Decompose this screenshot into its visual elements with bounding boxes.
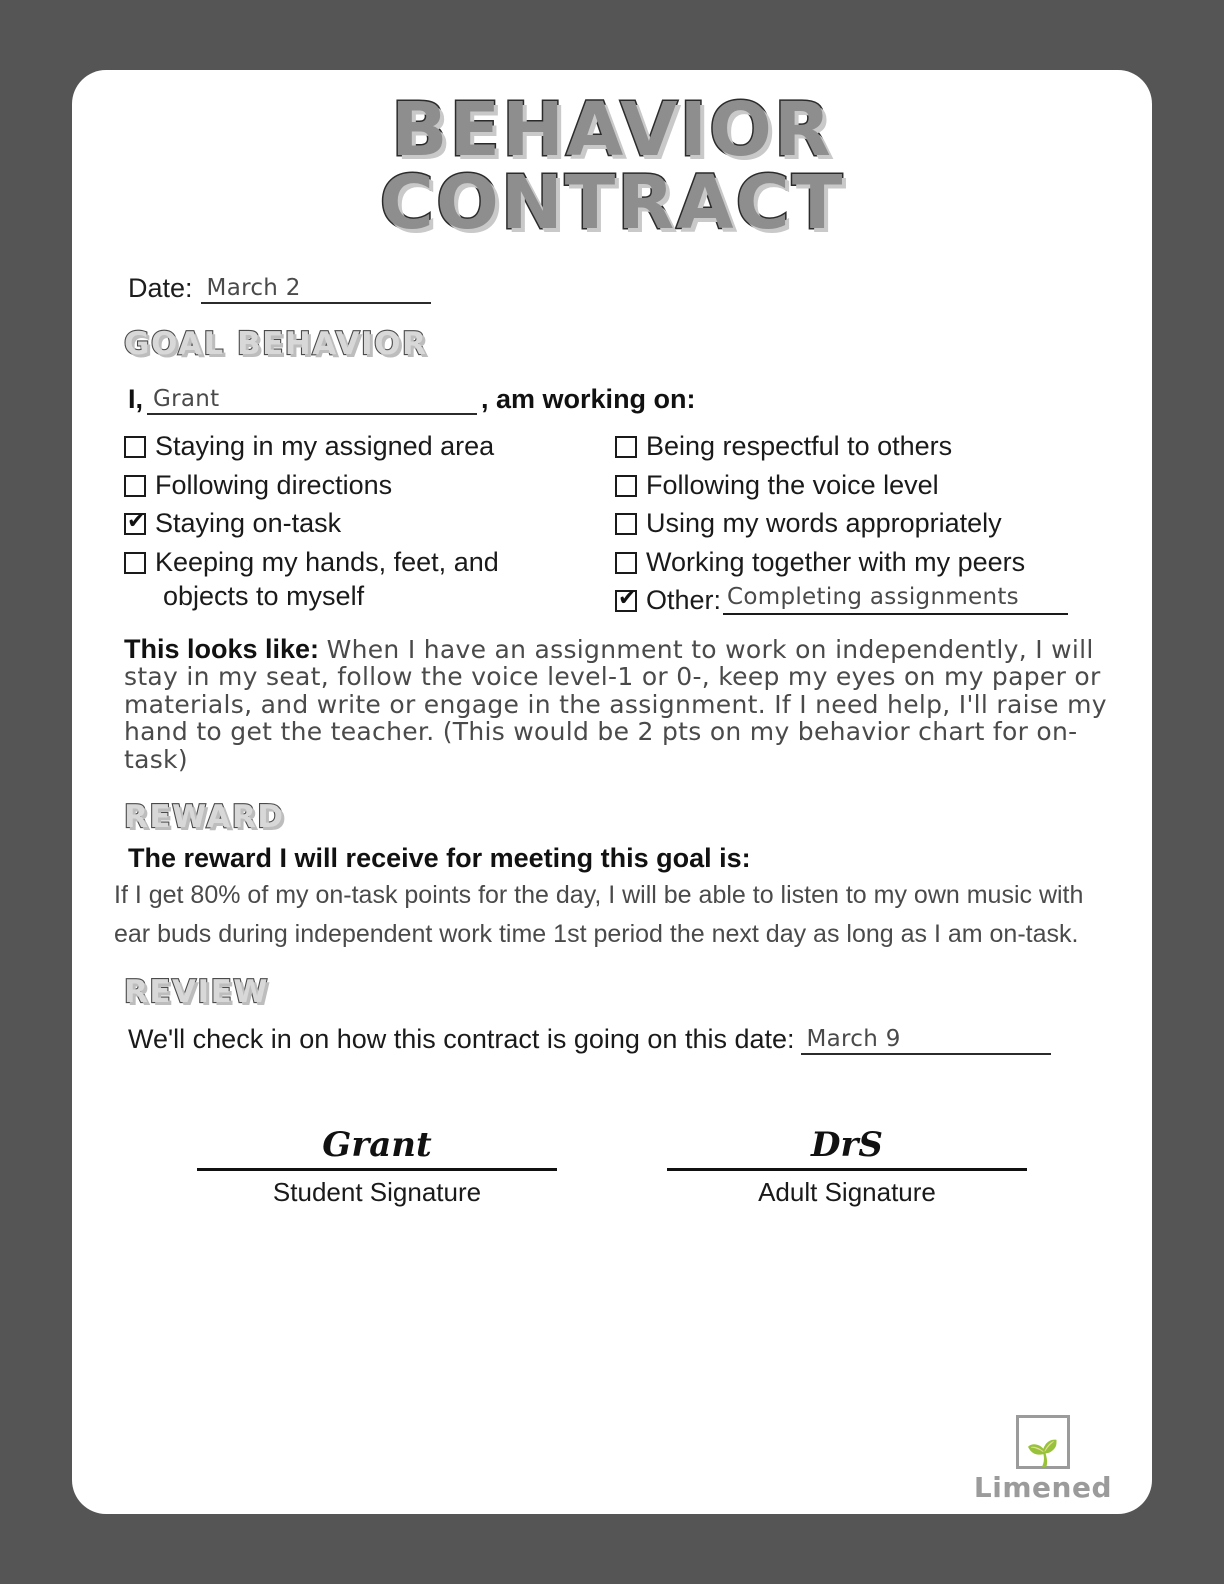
student-signature-value[interactable]: Grant <box>322 1124 432 1165</box>
goal-option-label: Following the voice level <box>646 469 939 500</box>
review-prompt: We'll check in on how this contract is going on this date: <box>128 1023 795 1054</box>
reward-heading: REWARD <box>124 799 285 836</box>
checkbox-respectful[interactable] <box>615 436 637 458</box>
student-name-field[interactable]: Grant <box>147 386 477 415</box>
student-name-row <box>128 384 1122 415</box>
goal-option-label: Keeping my hands, feet, and <box>155 546 499 577</box>
goal-option-voice-level[interactable] <box>615 468 1114 503</box>
goal-option-working-with-peers[interactable] <box>615 545 1114 580</box>
this-looks-like-block <box>124 633 1122 774</box>
review-row <box>128 1024 1122 1055</box>
reward-prompt: The reward I will receive for meeting this goal is: <box>128 843 751 874</box>
checkbox-working-with-peers[interactable] <box>615 552 637 574</box>
review-date-field[interactable]: March 9 <box>801 1026 1051 1055</box>
sentence-end: , am working on: <box>481 384 696 415</box>
checkbox-hands-feet-objects[interactable] <box>124 552 146 574</box>
student-signature-block <box>187 1125 567 1208</box>
goal-option-label: Working together with my peers <box>646 546 1026 577</box>
goal-option-label-wrapper <box>155 545 499 614</box>
plant-in-frame-icon: 🌱 <box>1016 1415 1070 1469</box>
adult-signature-caption: Adult Signature <box>758 1176 936 1207</box>
signature-area <box>102 1125 1122 1208</box>
sentence-start: I, <box>128 384 144 415</box>
goal-option-label: Using my words appropriately <box>646 508 1002 539</box>
goal-option-label-continued: objects to myself <box>163 581 365 612</box>
student-signature-caption: Student Signature <box>272 1176 482 1207</box>
adult-signature-line <box>667 1167 1027 1171</box>
date-label: Date: <box>128 273 193 304</box>
goal-option-label: Staying on-task <box>155 508 342 539</box>
goal-option-other[interactable] <box>615 583 1114 618</box>
goal-option-label: Staying in my assigned area <box>155 431 495 462</box>
goal-option-respectful[interactable] <box>615 429 1114 464</box>
page-title <box>102 87 1122 246</box>
checkbox-staying-on-task[interactable] <box>124 513 146 535</box>
checkbox-staying-assigned-area[interactable] <box>124 436 146 458</box>
reward-value[interactable]: If I get 80% of my on-task points for the day, I will be able to listen to my own music with ear buds during independent work time 1st period the next day as long as I am on-task. <box>114 881 1084 949</box>
goal-option-staying-on-task[interactable] <box>124 506 623 541</box>
goal-option-staying-assigned-area[interactable] <box>124 429 623 464</box>
checkbox-other[interactable] <box>615 590 637 612</box>
goal-option-following-directions[interactable] <box>124 468 623 503</box>
goal-option-label: Following directions <box>155 469 393 500</box>
date-row <box>128 273 1122 304</box>
goal-options-left-column <box>124 429 623 622</box>
title-line-2: CONTRACT <box>379 159 845 246</box>
adult-signature-block <box>657 1125 1037 1208</box>
checkbox-voice-level[interactable] <box>615 475 637 497</box>
goal-option-label: Being respectful to others <box>646 431 953 462</box>
goal-behavior-heading: GOAL BEHAVIOR <box>124 326 428 363</box>
logo <box>974 1415 1112 1504</box>
date-field[interactable]: March 2 <box>201 275 431 304</box>
this-looks-like-label: This looks like: <box>124 633 320 664</box>
other-text-field[interactable]: Completing assignments <box>723 583 1068 614</box>
goal-options <box>124 429 1122 622</box>
logo-text: Limened <box>973 1471 1112 1504</box>
this-looks-like-value[interactable]: When I have an assignment to work on independently, I will stay in my seat, follow the voice level-1 or 0-, keep my eyes on my paper or materials, and write or engage in the assignment. If I need help, I'll raise my hand to get the teacher. (This would be 2 pts on my behavior chart for on-task) <box>124 634 1107 774</box>
checkbox-words-appropriately[interactable] <box>615 513 637 535</box>
goal-option-other-label: Other: <box>646 585 722 616</box>
student-signature-line <box>197 1167 557 1171</box>
adult-signature-value[interactable]: DrS <box>811 1124 883 1165</box>
goal-option-hands-feet-objects[interactable] <box>124 545 623 614</box>
review-heading: REVIEW <box>124 973 269 1010</box>
goal-option-words-appropriately[interactable] <box>615 506 1114 541</box>
contract-page <box>72 70 1152 1514</box>
goal-options-right-column <box>615 429 1114 622</box>
checkbox-following-directions[interactable] <box>124 475 146 497</box>
title-line-1: BEHAVIOR <box>391 87 833 173</box>
